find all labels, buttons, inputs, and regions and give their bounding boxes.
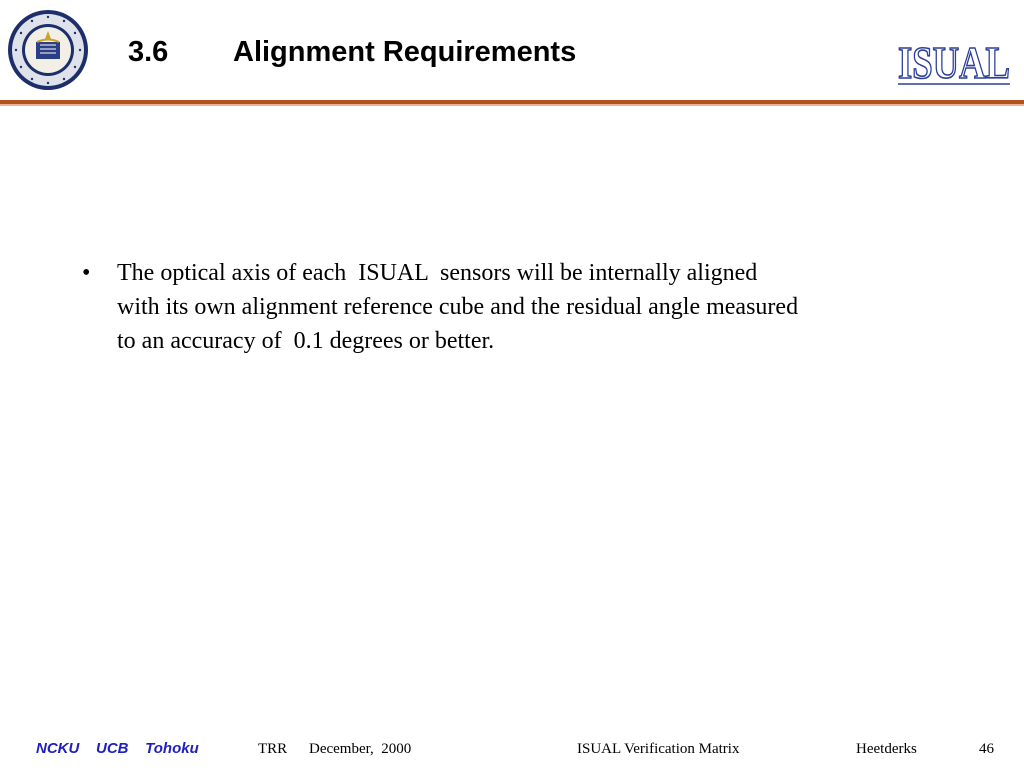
slide-title: Alignment Requirements: [233, 36, 577, 68]
bullet-line: The optical axis of each ISUAL sensors will be internally aligned: [117, 260, 758, 286]
footer-author: Heetderks: [856, 741, 917, 757]
footer-date: December, 2000: [309, 741, 412, 757]
isual-logo: [890, 28, 1014, 92]
bullet-line: with its own alignment reference cube and the residual angle measured: [117, 294, 799, 320]
page-number: 46: [979, 741, 994, 757]
bullet-line: to an accuracy of 0.1 degrees or better.: [117, 328, 495, 354]
logo-text: ISUAL: [898, 37, 1010, 88]
header-divider-shadow: [0, 104, 1024, 106]
section-number: 3.6: [128, 36, 169, 68]
bullet-marker: •: [82, 260, 91, 286]
university-seal-icon: [7, 9, 89, 91]
footer-review: TRR: [258, 741, 288, 757]
footer-organizations: NCKU UCB Tohoku: [36, 740, 199, 757]
footer-doc-title: ISUAL Verification Matrix: [577, 741, 740, 757]
bullet-text: [117, 256, 947, 358]
